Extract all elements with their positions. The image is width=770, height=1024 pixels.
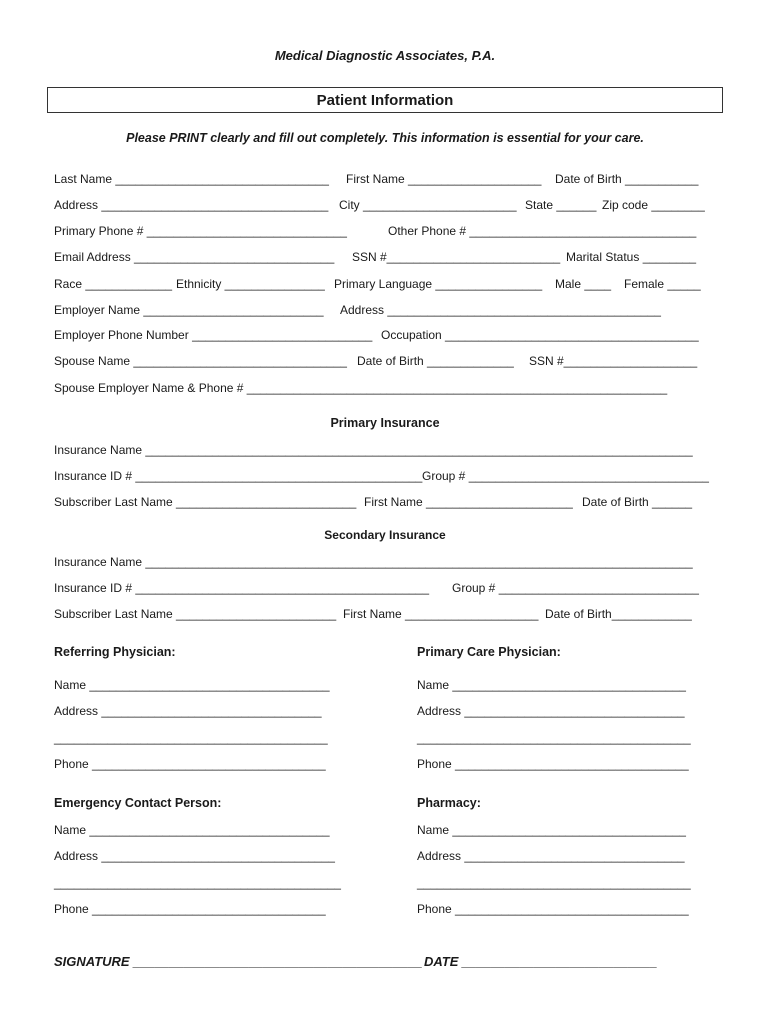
spouse-employer-row <box>54 381 714 399</box>
pharmacy-address2-field[interactable]: _________________________________________ <box>417 876 691 890</box>
primary-phone-field[interactable]: Primary Phone # ______________________________ <box>54 224 347 238</box>
primary-subscriber-dob-field[interactable]: Date of Birth ______ <box>582 495 693 509</box>
organization-name: Medical Diagnostic Associates, P.A. <box>274 48 496 63</box>
employer-name-field[interactable]: Employer Name ___________________________ <box>54 303 324 317</box>
primary-subscriber-last-field[interactable]: Subscriber Last Name ___________________________ <box>54 495 357 509</box>
pcp-address2-field[interactable]: _________________________________________ <box>417 731 691 745</box>
signature-field[interactable]: SIGNATURE ________________________________________ <box>54 954 423 969</box>
patient-email-row <box>54 250 714 268</box>
form-title: Patient Information <box>47 87 723 113</box>
patient-phone-row <box>54 224 714 242</box>
race-field[interactable]: Race _____________ <box>54 277 173 291</box>
employer-phone-field[interactable]: Employer Phone Number ___________________________ <box>54 328 373 342</box>
primary-insurance-id-row <box>54 469 714 487</box>
secondary-insurance-name-field[interactable]: Insurance Name __________________________________________________________________________________ <box>54 555 693 569</box>
secondary-insurance-name-row <box>54 555 714 573</box>
secondary-subscriber-row <box>54 607 714 625</box>
email-field[interactable]: Email Address ______________________________ <box>54 250 335 264</box>
emergency-phone-field[interactable]: Phone ___________________________________ <box>54 902 326 916</box>
occupation-field[interactable]: Occupation ______________________________________ <box>381 328 699 342</box>
referring-address2-field[interactable]: _________________________________________ <box>54 731 328 745</box>
zip-field[interactable]: Zip code ________ <box>602 198 705 212</box>
patient-name-row <box>54 172 714 190</box>
spouse-row <box>54 354 714 372</box>
last-name-field[interactable]: Last Name ________________________________ <box>54 172 329 186</box>
emergency-name-field[interactable]: Name ____________________________________ <box>54 823 330 837</box>
other-phone-field[interactable]: Other Phone # __________________________________ <box>388 224 697 238</box>
language-field[interactable]: Primary Language ________________ <box>334 277 543 291</box>
pharmacy-phone-field[interactable]: Phone ___________________________________ <box>417 902 689 916</box>
female-field[interactable]: Female _____ <box>624 277 701 291</box>
pcp-name-field[interactable]: Name ___________________________________ <box>417 678 686 692</box>
ssn-field[interactable]: SSN #__________________________ <box>352 250 561 264</box>
secondary-group-field[interactable]: Group # ______________________________ <box>452 581 699 595</box>
primary-group-field[interactable]: Group # ____________________________________ <box>422 469 709 483</box>
referring-name-field[interactable]: Name ____________________________________ <box>54 678 330 692</box>
spouse-dob-field[interactable]: Date of Birth _____________ <box>357 354 514 368</box>
referring-address-field[interactable]: Address _________________________________ <box>54 704 322 718</box>
ethnicity-field[interactable]: Ethnicity _______________ <box>176 277 325 291</box>
pharmacy-address-field[interactable]: Address _________________________________ <box>417 849 685 863</box>
emergency-contact-heading: Emergency Contact Person: <box>54 796 222 810</box>
primary-insurance-name-row <box>54 443 714 461</box>
spouse-employer-field[interactable]: Spouse Employer Name & Phone # _______________________________________________________________ <box>54 381 668 395</box>
emergency-address-field[interactable]: Address ___________________________________ <box>54 849 335 863</box>
patient-demographics-row <box>54 277 714 295</box>
marital-status-field[interactable]: Marital Status ________ <box>566 250 697 264</box>
secondary-insurance-id-row <box>54 581 714 599</box>
employer-phone-row <box>54 328 714 346</box>
date-field[interactable]: DATE ___________________________ <box>424 954 658 969</box>
instructions: Please PRINT clearly and fill out completely. This information is essential for your care. <box>126 131 644 145</box>
spouse-name-field[interactable]: Spouse Name ________________________________ <box>54 354 347 368</box>
secondary-subscriber-first-field[interactable]: First Name ____________________ <box>343 607 539 621</box>
primary-insurance-heading: Primary Insurance <box>330 416 440 430</box>
patient-address-row <box>54 198 714 216</box>
pcp-address-field[interactable]: Address _________________________________ <box>417 704 685 718</box>
spouse-ssn-field[interactable]: SSN #____________________ <box>529 354 698 368</box>
male-field[interactable]: Male ____ <box>555 277 612 291</box>
referring-physician-heading: Referring Physician: <box>54 645 176 659</box>
city-field[interactable]: City _______________________ <box>339 198 517 212</box>
first-name-field[interactable]: First Name ____________________ <box>346 172 542 186</box>
secondary-subscriber-last-field[interactable]: Subscriber Last Name ________________________ <box>54 607 337 621</box>
primary-insurance-id-field[interactable]: Insurance ID # ___________________________________________ <box>54 469 423 483</box>
primary-insurance-name-field[interactable]: Insurance Name __________________________________________________________________________________ <box>54 443 693 457</box>
emergency-address2-field[interactable]: ___________________________________________ <box>54 876 341 890</box>
employer-address-field[interactable]: Address _________________________________________ <box>340 303 661 317</box>
primary-subscriber-row <box>54 495 714 513</box>
secondary-insurance-heading: Secondary Insurance <box>324 528 446 542</box>
pharmacy-name-field[interactable]: Name ___________________________________ <box>417 823 686 837</box>
employer-row <box>54 303 714 321</box>
referring-phone-field[interactable]: Phone ___________________________________ <box>54 757 326 771</box>
secondary-insurance-id-field[interactable]: Insurance ID # ____________________________________________ <box>54 581 430 595</box>
pcp-phone-field[interactable]: Phone ___________________________________ <box>417 757 689 771</box>
pharmacy-heading: Pharmacy: <box>417 796 481 810</box>
secondary-subscriber-dob-field[interactable]: Date of Birth____________ <box>545 607 692 621</box>
dob-field[interactable]: Date of Birth ___________ <box>555 172 699 186</box>
pcp-heading: Primary Care Physician: <box>417 645 561 659</box>
primary-subscriber-first-field[interactable]: First Name ______________________ <box>364 495 573 509</box>
address-field[interactable]: Address __________________________________ <box>54 198 329 212</box>
state-field[interactable]: State ______ <box>525 198 597 212</box>
